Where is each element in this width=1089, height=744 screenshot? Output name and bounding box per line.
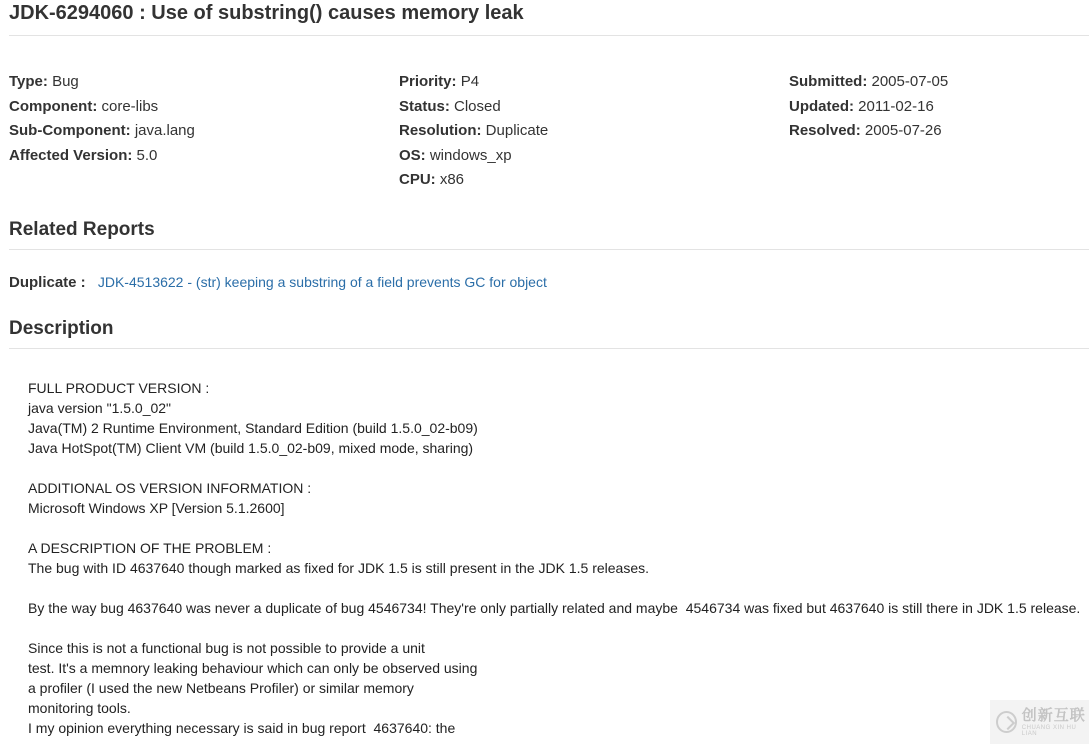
- page-title: JDK-6294060 : Use of substring() causes memory leak: [9, 2, 524, 24]
- detail-label: Submitted:: [789, 73, 868, 90]
- detail-label: Priority:: [399, 73, 457, 90]
- watermark: [990, 700, 1089, 744]
- detail-value: windows_xp: [429, 146, 512, 164]
- detail-label: Resolution:: [399, 122, 482, 139]
- detail-value: java.lang: [134, 122, 195, 139]
- detail-resolved: [789, 119, 948, 144]
- detail-label: Type:: [9, 73, 48, 90]
- description-heading: Description: [9, 318, 114, 339]
- description-divider: [9, 348, 1089, 349]
- description-body: FULL PRODUCT VERSION : java version "1.5.0_02" Java(TM) 2 Runtime Environment, Standard Edition (build 1.5.0_02-b09) Java HotSpot(TM) Client VM (build 1.5.0_02-b09, mixed mode, sharing) ADDITIONAL OS VERSION INFORMATION : Microsoft Windows XP [Version 5.1.2600] A DESCRIPTION OF THE PROBLEM : The bug with ID 4637640 though marked as fixed for JDK 1.5 is still present in the JDK 1.5 releases. By the way bug 4637640 was never a duplicate of bug 4546734! They're only partially related and maybe 4546734 was fixed but 4637640 is still there in JDK 1.5 release. Since this is not a functional bug is not possible to provide a unit test. It's a memnory leaking behaviour which can only be observed using a profiler (I used the new Netbeans Profiler) or similar memory monitoring tools. I my opinion everything necessary is said in bug report 4637640: the: [28, 380, 1081, 736]
- detail-affected-version: [9, 144, 195, 169]
- detail-label: Affected Version:: [9, 146, 133, 164]
- duplicate-label: Duplicate :: [9, 274, 86, 291]
- detail-status: [399, 95, 548, 120]
- detail-value: Closed: [454, 97, 501, 115]
- duplicate-report-link[interactable]: JDK-4513622 - (str) keeping a substring of a field prevents GC for object: [97, 274, 547, 290]
- watermark-sub-text: CHUANG XIN HU LIAN: [1021, 724, 1077, 737]
- detail-value: core-libs: [101, 97, 159, 115]
- detail-value: Bug: [52, 73, 79, 90]
- detail-value: 2005-07-26: [864, 122, 942, 139]
- detail-value: P4: [460, 73, 480, 90]
- detail-submitted: [789, 70, 948, 95]
- detail-value: 2011-02-16: [858, 97, 934, 115]
- detail-label: OS:: [399, 146, 426, 164]
- detail-label: Component:: [9, 97, 98, 115]
- detail-type: [9, 70, 195, 95]
- detail-label: Sub-Component:: [9, 122, 131, 139]
- details-column-2: [399, 70, 548, 193]
- detail-priority: [399, 70, 548, 95]
- watermark-main-text: 创新互联: [1021, 706, 1086, 724]
- detail-resolution: [399, 119, 548, 144]
- detail-os: [399, 144, 548, 169]
- detail-label: Updated:: [789, 97, 854, 115]
- detail-component: [9, 95, 195, 120]
- details-column-3: [789, 70, 948, 144]
- watermark-logo-icon: [996, 711, 1017, 733]
- watermark-text: [1022, 708, 1089, 737]
- detail-value: 5.0: [136, 146, 158, 164]
- detail-updated: [789, 95, 948, 120]
- related-reports-divider: [9, 249, 1089, 250]
- detail-value: 2005-07-05: [871, 73, 949, 90]
- duplicate-row: [9, 271, 547, 294]
- detail-value: Duplicate: [485, 122, 549, 139]
- detail-cpu: [399, 168, 548, 193]
- related-reports-heading: Related Reports: [9, 219, 155, 240]
- detail-value: x86: [439, 171, 465, 188]
- detail-sub-component: [9, 119, 195, 144]
- title-divider: [9, 35, 1089, 36]
- detail-label: Status:: [399, 97, 450, 115]
- detail-label: Resolved:: [789, 122, 861, 139]
- details-column-1: [9, 70, 195, 168]
- detail-label: CPU:: [399, 171, 436, 188]
